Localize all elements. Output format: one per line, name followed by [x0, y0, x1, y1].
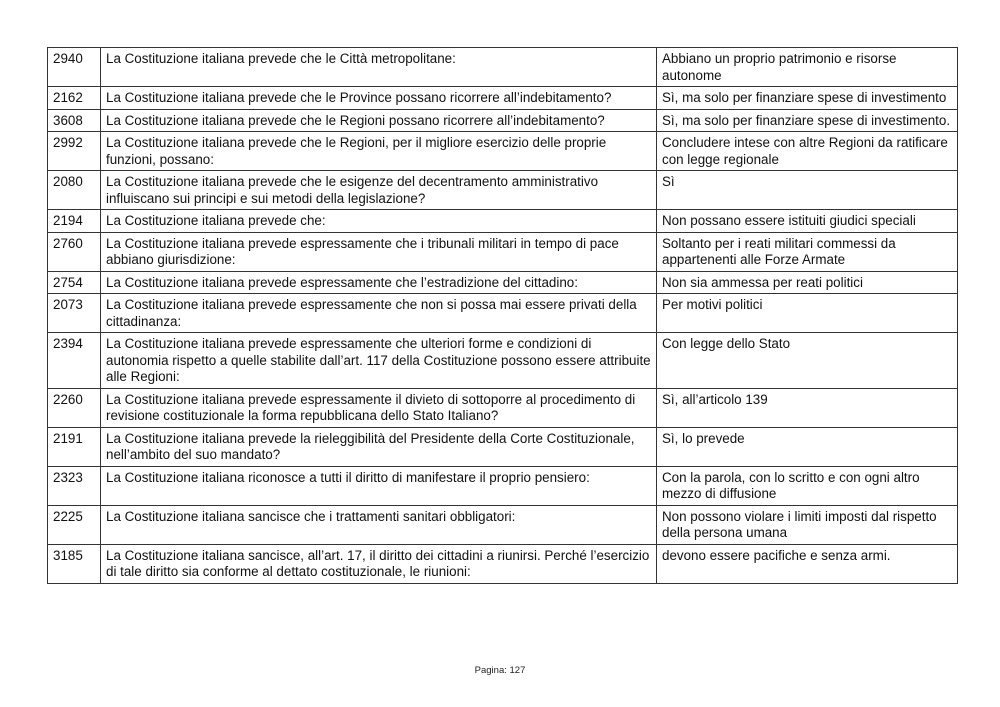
question-id-cell: 2760 — [48, 232, 101, 271]
table-row — [48, 544, 958, 583]
question-cell: La Costituzione italiana prevede la rieleggibilità del Presidente della Corte Costituzionale, nell’ambito del suo mandato? — [101, 427, 657, 466]
question-cell: La Costituzione italiana riconosce a tutti il diritto di manifestare il proprio pensiero: — [101, 466, 657, 505]
table-row — [48, 271, 958, 294]
table-row — [48, 210, 958, 233]
question-id-cell: 2080 — [48, 171, 101, 210]
answer-cell: Sì, all’articolo 139 — [657, 388, 958, 427]
question-id-cell: 2394 — [48, 333, 101, 389]
question-id-cell: 3185 — [48, 544, 101, 583]
question-cell: La Costituzione italiana prevede che: — [101, 210, 657, 233]
question-cell: La Costituzione italiana prevede espressamente che non si possa mai essere privati della cittadinanza: — [101, 294, 657, 333]
table-row — [48, 232, 958, 271]
question-id-cell: 2754 — [48, 271, 101, 294]
question-id-cell: 2260 — [48, 388, 101, 427]
question-id-cell: 2162 — [48, 87, 101, 110]
table-row — [48, 466, 958, 505]
question-id-cell: 2323 — [48, 466, 101, 505]
quiz-table-body — [48, 48, 958, 584]
answer-cell: Non possano essere istituiti giudici speciali — [657, 210, 958, 233]
quiz-table — [47, 47, 958, 584]
answer-cell: Per motivi politici — [657, 294, 958, 333]
table-row — [48, 427, 958, 466]
table-row — [48, 171, 958, 210]
page-number: Pagina: 127 — [474, 665, 526, 676]
table-row — [48, 132, 958, 171]
question-cell: La Costituzione italiana prevede espressamente che i tribunali militari in tempo di pace abbiano giurisdizione: — [101, 232, 657, 271]
question-cell: La Costituzione italiana prevede che le Province possano ricorrere all’indebitamento? — [101, 87, 657, 110]
question-cell: La Costituzione italiana prevede espressamente che l’estradizione del cittadino: — [101, 271, 657, 294]
table-row — [48, 109, 958, 132]
answer-cell: Soltanto per i reati militari commessi da appartenenti alle Forze Armate — [657, 232, 958, 271]
answer-cell: Sì — [657, 171, 958, 210]
answer-cell: Con legge dello Stato — [657, 333, 958, 389]
table-row — [48, 48, 958, 87]
question-cell: La Costituzione italiana sancisce che i trattamenti sanitari obbligatori: — [101, 505, 657, 544]
answer-cell: Sì, lo prevede — [657, 427, 958, 466]
question-id-cell: 2225 — [48, 505, 101, 544]
table-row — [48, 294, 958, 333]
answer-cell: Sì, ma solo per finanziare spese di investimento — [657, 87, 958, 110]
question-cell: La Costituzione italiana prevede espressamente il divieto di sottoporre al procedimento di revisione costituzionale la forma repubblicana dello Stato Italiano? — [101, 388, 657, 427]
answer-cell: Non possono violare i limiti imposti dal rispetto della persona umana — [657, 505, 958, 544]
table-row — [48, 505, 958, 544]
answer-cell: Con la parola, con lo scritto e con ogni altro mezzo di diffusione — [657, 466, 958, 505]
question-cell: La Costituzione italiana prevede che le Regioni possano ricorrere all’indebitamento? — [101, 109, 657, 132]
question-id-cell: 2940 — [48, 48, 101, 87]
table-row — [48, 333, 958, 389]
question-id-cell: 2194 — [48, 210, 101, 233]
question-id-cell: 2073 — [48, 294, 101, 333]
answer-cell: Non sia ammessa per reati politici — [657, 271, 958, 294]
question-cell: La Costituzione italiana sancisce, all’art. 17, il diritto dei cittadini a riunirsi. Perché l’esercizio di tale diritto sia conforme al dettato costituzionale, le riunioni: — [101, 544, 657, 583]
question-id-cell: 2992 — [48, 132, 101, 171]
question-cell: La Costituzione italiana prevede espressamente che ulteriori forme e condizioni di autonomia rispetto a quelle stabilite dall’art. 117 della Costituzione possono essere attribuite alle Regioni: — [101, 333, 657, 389]
question-id-cell: 2191 — [48, 427, 101, 466]
answer-cell: Concludere intese con altre Regioni da ratificare con legge regionale — [657, 132, 958, 171]
question-cell: La Costituzione italiana prevede che le Regioni, per il migliore esercizio delle proprie funzioni, possano: — [101, 132, 657, 171]
question-id-cell: 3608 — [48, 109, 101, 132]
answer-cell: devono essere pacifiche e senza armi. — [657, 544, 958, 583]
table-row — [48, 388, 958, 427]
question-cell: La Costituzione italiana prevede che le esigenze del decentramento amministrativo influiscano sui principi e sui metodi della legislazione? — [101, 171, 657, 210]
answer-cell: Abbiano un proprio patrimonio e risorse autonome — [657, 48, 958, 87]
table-row — [48, 87, 958, 110]
question-cell: La Costituzione italiana prevede che le Città metropolitane: — [101, 48, 657, 87]
answer-cell: Sì, ma solo per finanziare spese di investimento. — [657, 109, 958, 132]
